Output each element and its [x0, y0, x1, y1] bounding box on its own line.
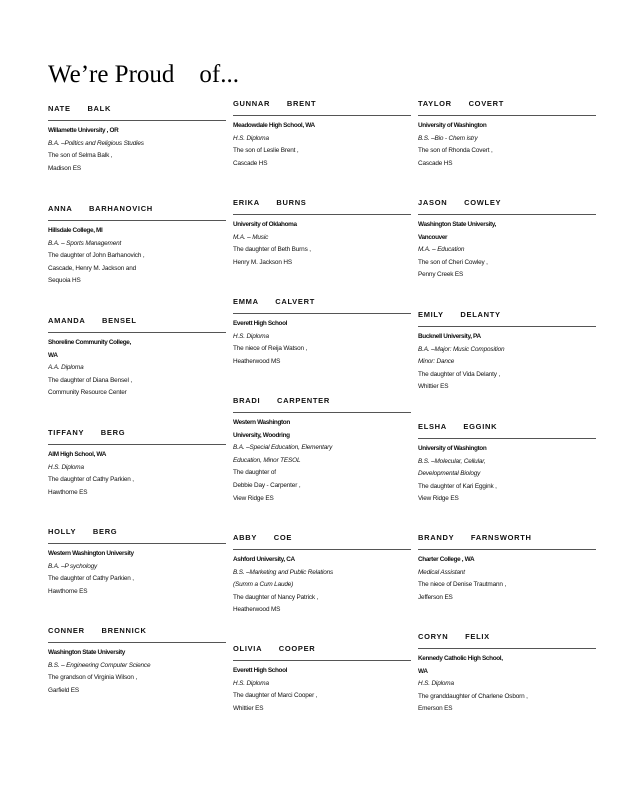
school-line: Ashford University, CA — [233, 556, 295, 563]
degree-line: Education, Minor TESOL — [233, 456, 301, 464]
relation-line: The son of Cheri Cowley , — [418, 258, 488, 266]
page-title: We’re Proud of... — [48, 61, 239, 88]
location-line: Emerson ES — [418, 705, 453, 713]
degree-line: B.S. – Engineering Computer Science — [48, 661, 151, 669]
degree-line: H.S. Diploma — [233, 679, 269, 687]
relation-line: The daughter of Cathy Parkien , — [48, 476, 134, 484]
graduate-entry — [48, 204, 226, 288]
degree-line: B.A. –P sychology — [48, 562, 98, 570]
location-line: Henry M. Jackson HS — [233, 258, 292, 266]
divider — [233, 549, 411, 550]
graduate-entry — [233, 198, 411, 269]
degree-line: H.S. Diploma — [418, 680, 454, 688]
graduate-entry — [418, 533, 596, 604]
divider — [233, 115, 411, 116]
relation-line: The son of Rhonda Covert , — [418, 147, 493, 155]
graduate-entry — [233, 533, 411, 617]
relation-line: The daughter of Beth Burns , — [233, 246, 311, 254]
relation-line: The daughter of Nancy Patrick , — [233, 593, 319, 601]
graduate-name: ANNA BARHANOVICH — [48, 204, 153, 213]
degree-line: B.A. –Special Education, Elementary — [233, 444, 333, 452]
graduate-name: EMILY DELANTY — [418, 310, 501, 319]
relation-line: The son of Leslie Brent , — [233, 147, 299, 155]
degree-line: H.S. Diploma — [233, 134, 269, 142]
school-line: WA — [418, 667, 428, 675]
degree-line: B.S. –Molecular, Cellular, — [418, 457, 486, 465]
graduate-name: EMMA CALVERT — [233, 297, 315, 306]
divider — [233, 660, 411, 661]
divider — [48, 332, 226, 333]
divider — [48, 444, 226, 445]
relation-line: The daughter of — [233, 469, 276, 477]
degree-line: H.S. Diploma — [233, 332, 269, 340]
divider — [418, 438, 596, 439]
degree-line: B.S. –Bio - Chem istry — [418, 134, 478, 142]
school-line: Kennedy Catholic High School, — [418, 655, 503, 662]
location-line: Heatherwood MS — [233, 606, 281, 614]
school-line: AIM High School, WA — [48, 451, 106, 458]
school-line: University of Washington — [418, 445, 487, 452]
divider — [418, 115, 596, 116]
degree-line: B.S. –Marketing and Public Relations — [233, 568, 334, 576]
divider — [233, 412, 411, 413]
divider — [418, 326, 596, 327]
graduate-name: ABBY COE — [233, 533, 293, 542]
graduate-entry — [48, 527, 226, 598]
degree-line: A.A. Diploma — [48, 364, 84, 372]
graduate-entry — [418, 632, 596, 716]
school-line: Western Washington University — [48, 550, 134, 557]
divider — [233, 214, 411, 215]
relation-line: The daughter of Kari Eggink , — [418, 482, 497, 490]
divider — [418, 214, 596, 215]
school-line: Everett High School — [233, 320, 288, 327]
graduate-name: BRADI CARPENTER — [233, 396, 331, 405]
divider — [418, 549, 596, 550]
divider — [233, 313, 411, 314]
graduate-name: GUNNAR BRENT — [233, 99, 317, 108]
degree-line: Developmental Biology — [418, 470, 481, 478]
location-line: Hawthorne ES — [48, 488, 88, 496]
graduate-entry — [233, 644, 411, 715]
degree-line: B.A. – Sports Management — [48, 239, 122, 247]
school-line: Charter College , WA — [418, 556, 475, 563]
school-line: Bucknell University, PA — [418, 333, 481, 340]
school-line: University, Woodring — [233, 431, 290, 439]
school-line: Hillsdale College, MI — [48, 227, 103, 234]
divider — [48, 642, 226, 643]
graduate-name: JASON COWLEY — [418, 198, 502, 207]
graduate-name: CORYN FELIX — [418, 632, 490, 641]
relation-line: The son of Selma Balk , — [48, 152, 113, 160]
location-line: Whittier ES — [418, 383, 449, 391]
graduate-entry — [233, 396, 411, 505]
graduate-name: TAYLOR COVERT — [418, 99, 505, 108]
location-line: Jefferson ES — [418, 593, 453, 601]
relation-line: The daughter of John Barhanovich , — [48, 252, 145, 260]
graduate-entry — [48, 626, 226, 697]
relation-line: The niece of Reija Watson , — [233, 345, 308, 353]
graduate-entry — [48, 428, 226, 499]
degree-line: M.A. – Education — [418, 246, 465, 254]
degree-line: B.A. –Politics and Religious Studies — [48, 139, 144, 147]
divider — [48, 120, 226, 121]
location-line: Whittier ES — [233, 704, 264, 712]
school-line: University of Oklahoma — [233, 221, 297, 228]
graduate-entry — [48, 104, 226, 175]
relation-line: The daughter of Marci Cooper , — [233, 692, 318, 700]
location-line: Community Resource Center — [48, 389, 127, 397]
graduate-name: HOLLY BERG — [48, 527, 118, 536]
graduate-name: CONNER BRENNICK — [48, 626, 147, 635]
graduate-entry — [418, 198, 596, 282]
school-line: Willamette University , OR — [48, 127, 119, 134]
relation-line: The niece of Denise Trautmann , — [418, 581, 507, 589]
location-line: View Ridge ES — [233, 494, 274, 502]
school-line: University of Washington — [418, 122, 487, 129]
divider — [418, 648, 596, 649]
location-line: Cascade HS — [233, 159, 268, 167]
location-line: Heatherwood MS — [233, 357, 281, 365]
degree-line: B.A. –Major: Music Composition — [418, 345, 505, 353]
relation-line: The granddaughter of Charlene Osborn , — [418, 692, 528, 700]
school-line: WA — [48, 351, 58, 359]
divider — [48, 220, 226, 221]
location-line: Madison ES — [48, 164, 81, 172]
graduate-name: AMANDA BENSEL — [48, 316, 137, 325]
school-line: Meadowdale High School, WA — [233, 122, 315, 129]
graduate-entry — [418, 310, 596, 394]
location-line: Garfield ES — [48, 686, 80, 694]
school-line: Washington State University — [48, 649, 125, 656]
minor-line: Minor: Dance — [418, 358, 455, 366]
location-line: Penny Creek ES — [418, 271, 464, 279]
school-line: Western Washington — [233, 419, 290, 426]
graduate-name: TIFFANY BERG — [48, 428, 126, 437]
graduate-entry — [418, 99, 596, 170]
relation-line: The daughter of Cathy Parkien , — [48, 575, 134, 583]
relation-line: The daughter of Diana Bensel , — [48, 376, 132, 384]
relation-line: Debbie Day - Carpenter , — [233, 481, 301, 489]
school-line: Washington State University, — [418, 221, 496, 228]
graduate-entry — [233, 297, 411, 368]
location-line: View Ridge ES — [418, 495, 459, 503]
honors-line: (Summ a Cum Laude) — [233, 581, 294, 589]
location-line: Hawthorne ES — [48, 587, 88, 595]
school-line: Vancouver — [418, 233, 448, 241]
graduate-name: ELSHA EGGINK — [418, 422, 498, 431]
location-line: Cascade, Henry M. Jackson and — [48, 264, 137, 272]
relation-line: The grandson of Virginia Wilson , — [48, 674, 138, 682]
graduate-name: OLIVIA COOPER — [233, 644, 316, 653]
relation-line: The daughter of Vida Delanty , — [418, 370, 501, 378]
degree-line: H.S. Diploma — [48, 463, 84, 471]
degree-line: M.A. – Music — [233, 233, 269, 241]
graduate-name: ERIKA BURNS — [233, 198, 307, 207]
graduate-entry — [418, 422, 596, 506]
school-line: Shoreline Community College, — [48, 339, 131, 346]
school-line: Everett High School — [233, 667, 288, 674]
divider — [48, 543, 226, 544]
graduate-name: BRANDY FARNSWORTH — [418, 533, 532, 542]
location-line: Sequoia HS — [48, 277, 81, 285]
graduate-name: NATE BALK — [48, 104, 112, 113]
graduate-entry — [48, 316, 226, 400]
degree-line: Medical Assistant — [418, 568, 465, 576]
graduate-entry — [233, 99, 411, 170]
location-line: Cascade HS — [418, 159, 453, 167]
